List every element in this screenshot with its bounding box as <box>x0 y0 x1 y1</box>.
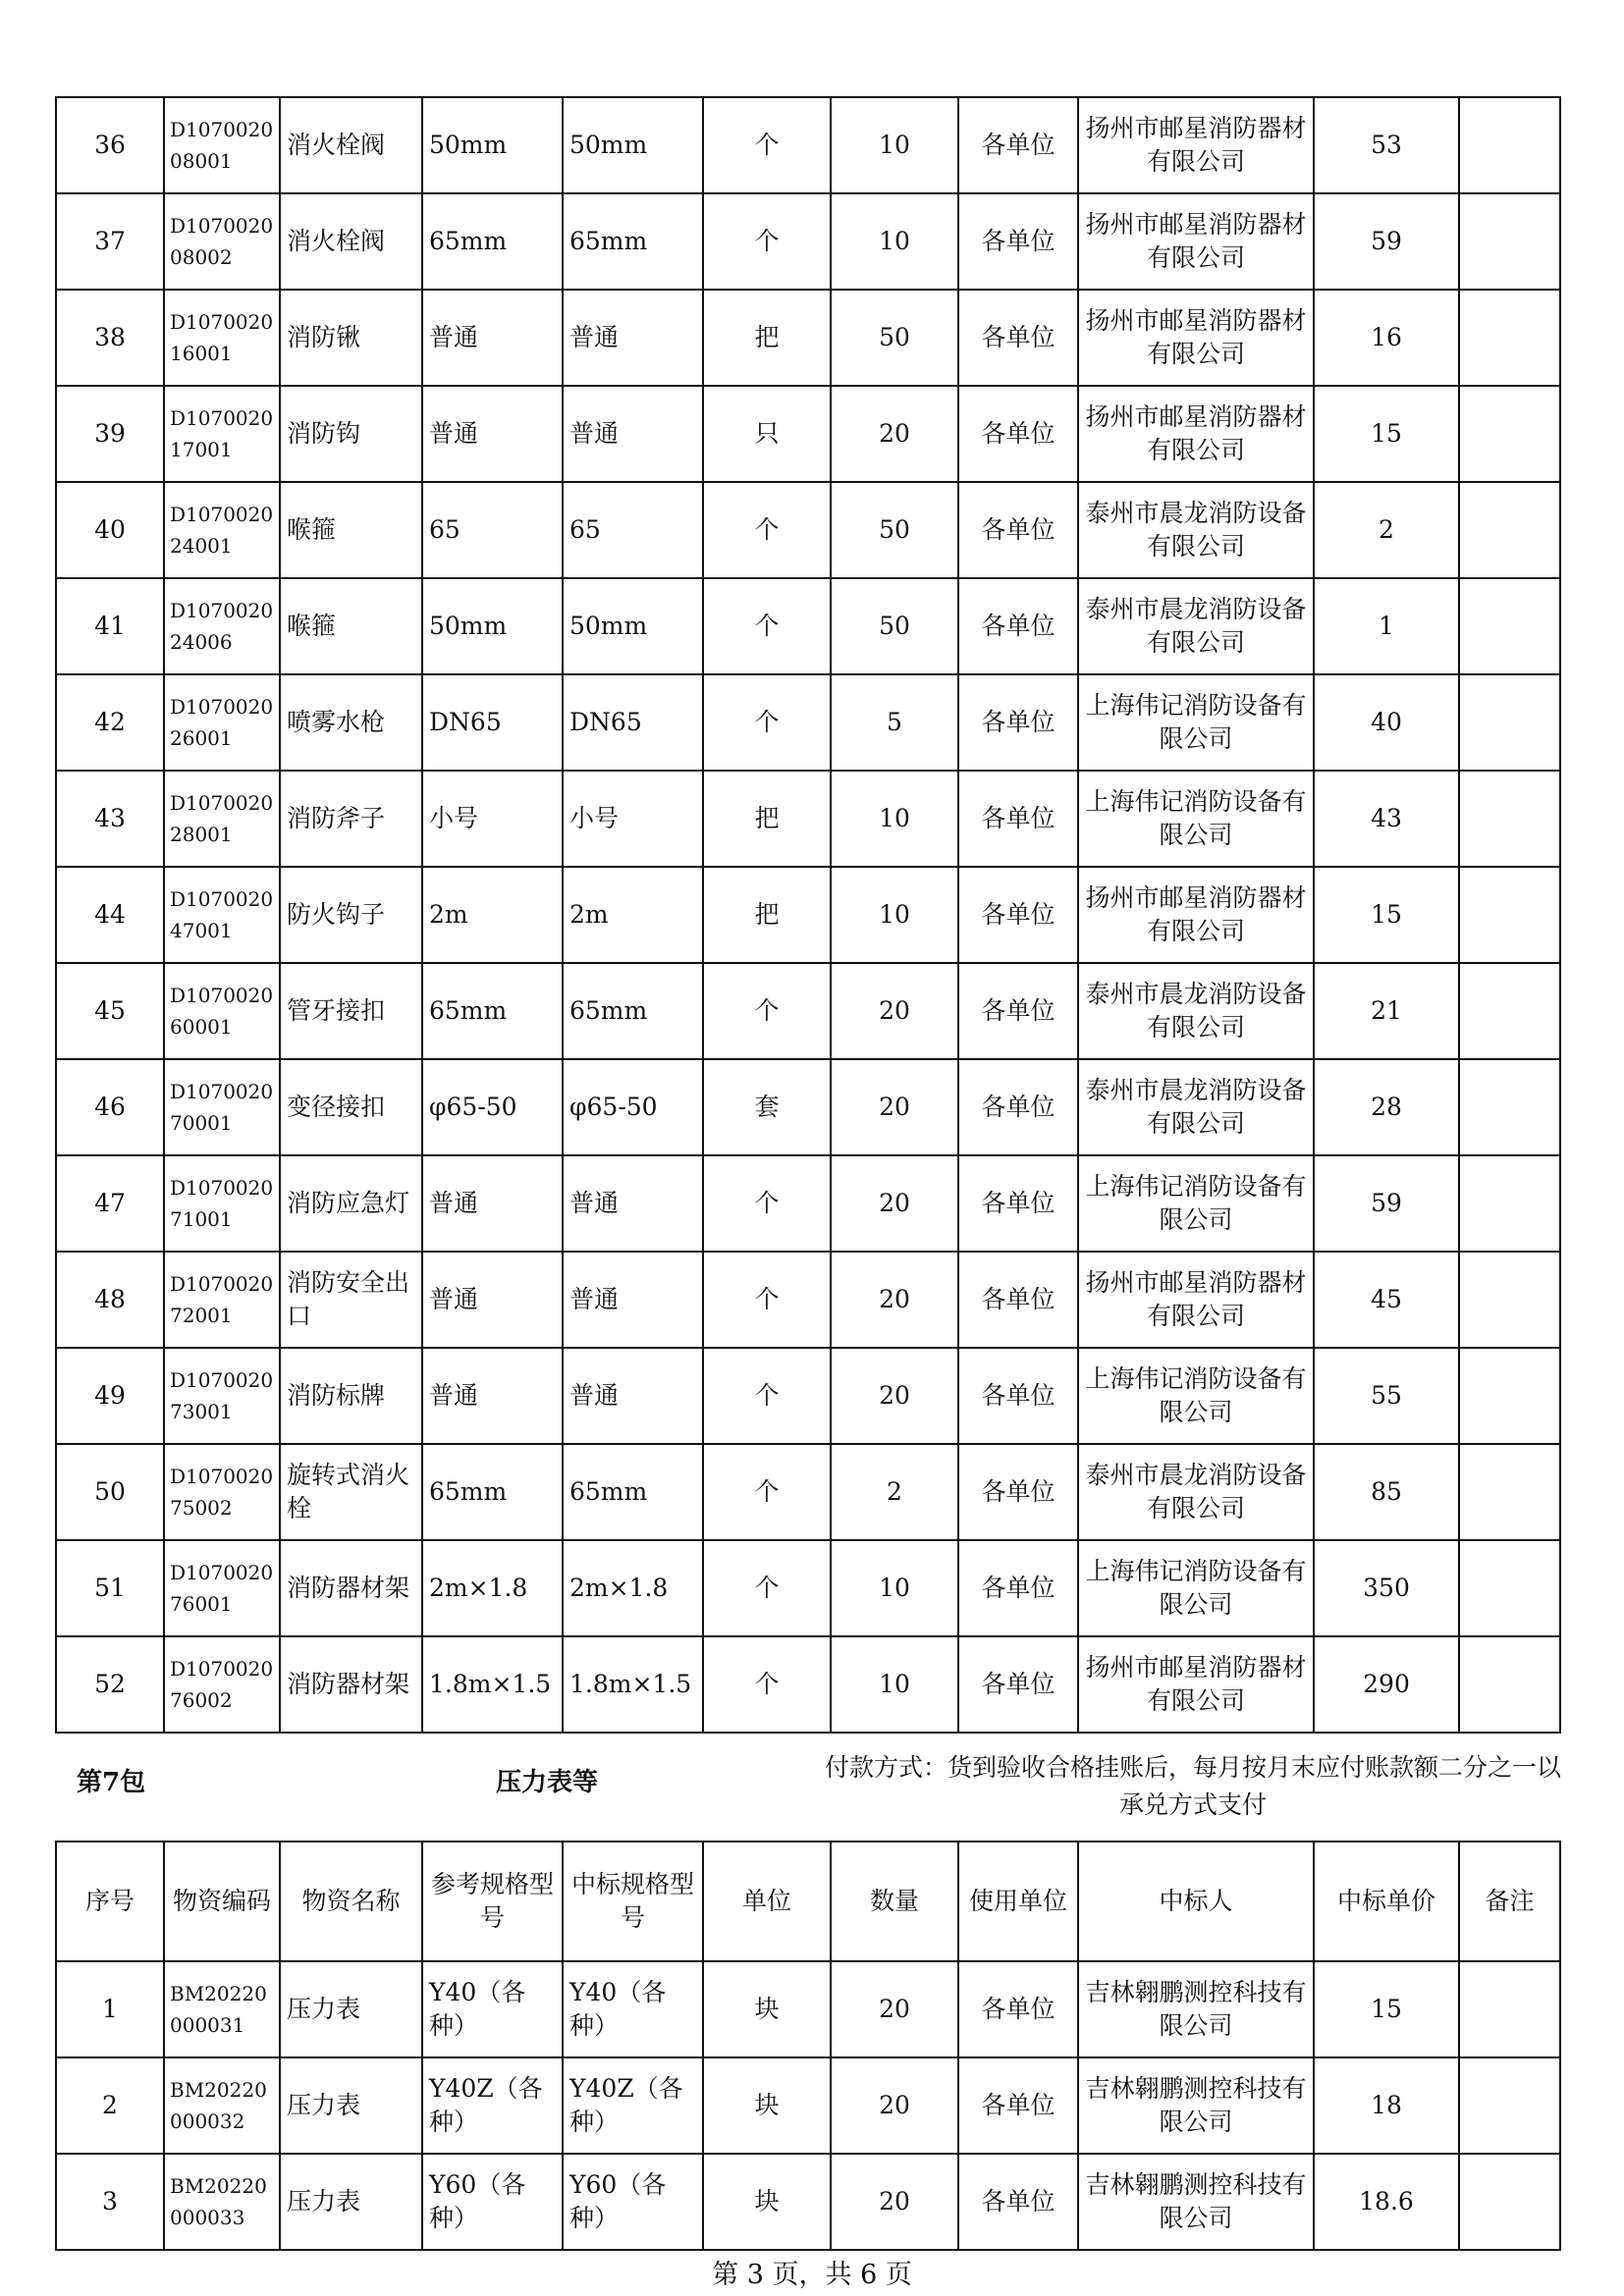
item-table-package-7 <box>55 1841 1561 2251</box>
cell-price: 59 <box>1314 193 1459 290</box>
cell-no: 48 <box>56 1252 164 1348</box>
cell-unit: 个 <box>703 1444 831 1540</box>
cell-name: 消防安全出口 <box>280 1252 422 1348</box>
cell-qty: 10 <box>831 1636 958 1733</box>
cell-name: 喷雾水枪 <box>280 674 422 771</box>
cell-price: 45 <box>1314 1252 1459 1348</box>
header-bid-spec: 中标规格型号 <box>563 1842 703 1961</box>
cell-user: 各单位 <box>958 1252 1078 1348</box>
cell-price: 59 <box>1314 1155 1459 1252</box>
cell-unit: 个 <box>703 97 831 193</box>
header-unit: 单位 <box>703 1842 831 1961</box>
cell-note <box>1459 963 1560 1059</box>
cell-name: 消防器材架 <box>280 1540 422 1636</box>
cell-unit: 块 <box>703 2057 831 2154</box>
cell-note <box>1459 1636 1560 1733</box>
cell-winner: 泰州市晨龙消防设备有限公司 <box>1078 482 1314 578</box>
cell-bid-spec: 普通 <box>563 1155 703 1252</box>
cell-unit: 个 <box>703 1540 831 1636</box>
cell-name: 变径接扣 <box>280 1059 422 1155</box>
cell-qty: 20 <box>831 2154 958 2250</box>
header-note: 备注 <box>1459 1842 1560 1961</box>
cell-no: 39 <box>56 386 164 482</box>
table-row <box>56 1155 1560 1252</box>
table-row <box>56 578 1560 674</box>
table-row <box>56 674 1560 771</box>
cell-user: 各单位 <box>958 2057 1078 2154</box>
cell-winner: 泰州市晨龙消防设备有限公司 <box>1078 578 1314 674</box>
cell-name: 防火钩子 <box>280 867 422 963</box>
cell-qty: 20 <box>831 1252 958 1348</box>
cell-code: D107002075002 <box>164 1444 280 1540</box>
cell-ref-spec: 65mm <box>422 193 563 290</box>
cell-price: 85 <box>1314 1444 1459 1540</box>
cell-name: 喉箍 <box>280 482 422 578</box>
cell-user: 各单位 <box>958 1348 1078 1444</box>
cell-note <box>1459 578 1560 674</box>
cell-code: D107002076001 <box>164 1540 280 1636</box>
header-ref-spec: 参考规格型号 <box>422 1842 563 1961</box>
cell-code: D107002024001 <box>164 482 280 578</box>
cell-name: 消防斧子 <box>280 771 422 867</box>
cell-unit: 把 <box>703 290 831 386</box>
cell-unit: 个 <box>703 193 831 290</box>
table-row <box>56 1636 1560 1733</box>
cell-user: 各单位 <box>958 771 1078 867</box>
cell-code: D107002076002 <box>164 1636 280 1733</box>
cell-price: 40 <box>1314 674 1459 771</box>
cell-note <box>1459 2057 1560 2154</box>
cell-winner: 泰州市晨龙消防设备有限公司 <box>1078 1444 1314 1540</box>
cell-name: 消防锹 <box>280 290 422 386</box>
cell-no: 46 <box>56 1059 164 1155</box>
cell-no: 43 <box>56 771 164 867</box>
cell-note <box>1459 386 1560 482</box>
package-number: 第7包 <box>77 1768 146 1797</box>
cell-unit: 个 <box>703 578 831 674</box>
cell-no: 44 <box>56 867 164 963</box>
table-row <box>56 1348 1560 1444</box>
cell-ref-spec: 2m <box>422 867 563 963</box>
cell-bid-spec: 2m <box>563 867 703 963</box>
cell-code: D107002028001 <box>164 771 280 867</box>
cell-code: D107002071001 <box>164 1155 280 1252</box>
cell-user: 各单位 <box>958 1961 1078 2057</box>
cell-bid-spec: 65 <box>563 482 703 578</box>
cell-winner: 泰州市晨龙消防设备有限公司 <box>1078 963 1314 1059</box>
cell-price: 18.6 <box>1314 2154 1459 2250</box>
cell-name: 管牙接扣 <box>280 963 422 1059</box>
cell-winner: 吉林翱鹏测控科技有限公司 <box>1078 1961 1314 2057</box>
cell-winner: 扬州市邮星消防器材有限公司 <box>1078 1636 1314 1733</box>
cell-bid-spec: 普通 <box>563 386 703 482</box>
cell-unit: 把 <box>703 867 831 963</box>
cell-no: 36 <box>56 97 164 193</box>
cell-winner: 扬州市邮星消防器材有限公司 <box>1078 1252 1314 1348</box>
cell-ref-spec: 2m×1.8 <box>422 1540 563 1636</box>
cell-ref-spec: Y40（各种） <box>422 1961 563 2057</box>
cell-user: 各单位 <box>958 963 1078 1059</box>
cell-winner: 吉林翱鹏测控科技有限公司 <box>1078 2057 1314 2154</box>
cell-bid-spec: 1.8m×1.5 <box>563 1636 703 1733</box>
cell-winner: 吉林翱鹏测控科技有限公司 <box>1078 2154 1314 2250</box>
cell-price: 15 <box>1314 1961 1459 2057</box>
cell-qty: 10 <box>831 97 958 193</box>
cell-qty: 20 <box>831 1155 958 1252</box>
table-row <box>56 867 1560 963</box>
cell-bid-spec: Y40（各种） <box>563 1961 703 2057</box>
cell-qty: 20 <box>831 2057 958 2154</box>
cell-note <box>1459 97 1560 193</box>
page-footer: 第 3 页，共 6 页 <box>712 2260 912 2290</box>
payment-terms: 付款方式：货到验收合格挂账后，每月按月末应付账款额二分之一以承兑方式支付 <box>824 1753 1561 1819</box>
cell-no: 37 <box>56 193 164 290</box>
cell-no: 51 <box>56 1540 164 1636</box>
package-name: 压力表等 <box>496 1768 599 1797</box>
cell-code: D107002017001 <box>164 386 280 482</box>
cell-ref-spec: 普通 <box>422 290 563 386</box>
cell-name: 旋转式消火栓 <box>280 1444 422 1540</box>
cell-qty: 2 <box>831 1444 958 1540</box>
table-row <box>56 482 1560 578</box>
cell-bid-spec: 小号 <box>563 771 703 867</box>
cell-qty: 10 <box>831 1540 958 1636</box>
cell-note <box>1459 290 1560 386</box>
cell-name: 消防器材架 <box>280 1636 422 1733</box>
cell-no: 42 <box>56 674 164 771</box>
table-row <box>56 1252 1560 1348</box>
cell-winner: 扬州市邮星消防器材有限公司 <box>1078 290 1314 386</box>
cell-note <box>1459 1155 1560 1252</box>
cell-price: 15 <box>1314 867 1459 963</box>
table-row <box>56 771 1560 867</box>
cell-bid-spec: 普通 <box>563 1252 703 1348</box>
cell-price: 53 <box>1314 97 1459 193</box>
cell-note <box>1459 2154 1560 2250</box>
cell-ref-spec: 65mm <box>422 1444 563 1540</box>
cell-qty: 20 <box>831 1348 958 1444</box>
cell-user: 各单位 <box>958 1059 1078 1155</box>
cell-name: 喉箍 <box>280 578 422 674</box>
cell-ref-spec: 普通 <box>422 1348 563 1444</box>
cell-bid-spec: 普通 <box>563 1348 703 1444</box>
cell-code: D107002047001 <box>164 867 280 963</box>
table-row <box>56 2154 1560 2250</box>
cell-ref-spec: 普通 <box>422 1252 563 1348</box>
cell-qty: 20 <box>831 386 958 482</box>
cell-code: D107002026001 <box>164 674 280 771</box>
cell-name: 压力表 <box>280 2057 422 2154</box>
cell-user: 各单位 <box>958 482 1078 578</box>
cell-no: 50 <box>56 1444 164 1540</box>
cell-no: 1 <box>56 1961 164 2057</box>
cell-no: 45 <box>56 963 164 1059</box>
cell-user: 各单位 <box>958 867 1078 963</box>
cell-unit: 个 <box>703 963 831 1059</box>
cell-unit: 个 <box>703 1348 831 1444</box>
cell-code: D107002073001 <box>164 1348 280 1444</box>
cell-user: 各单位 <box>958 193 1078 290</box>
header-qty: 数量 <box>831 1842 958 1961</box>
cell-qty: 20 <box>831 1961 958 2057</box>
cell-unit: 块 <box>703 1961 831 2057</box>
cell-unit: 个 <box>703 1252 831 1348</box>
cell-code: BM20220000033 <box>164 2154 280 2250</box>
table-row <box>56 97 1560 193</box>
cell-bid-spec: φ65-50 <box>563 1059 703 1155</box>
header-user: 使用单位 <box>958 1842 1078 1961</box>
cell-ref-spec: 普通 <box>422 386 563 482</box>
cell-bid-spec: 65mm <box>563 193 703 290</box>
cell-user: 各单位 <box>958 97 1078 193</box>
cell-bid-spec: Y60（各种） <box>563 2154 703 2250</box>
cell-bid-spec: 65mm <box>563 963 703 1059</box>
table-row <box>56 386 1560 482</box>
cell-user: 各单位 <box>958 290 1078 386</box>
cell-note <box>1459 482 1560 578</box>
cell-price: 55 <box>1314 1348 1459 1444</box>
cell-note <box>1459 867 1560 963</box>
cell-unit: 套 <box>703 1059 831 1155</box>
table-row <box>56 963 1560 1059</box>
cell-ref-spec: DN65 <box>422 674 563 771</box>
cell-winner: 扬州市邮星消防器材有限公司 <box>1078 386 1314 482</box>
cell-price: 43 <box>1314 771 1459 867</box>
item-table-package-6 <box>55 96 1561 1734</box>
cell-winner: 上海伟记消防设备有限公司 <box>1078 1348 1314 1444</box>
cell-qty: 20 <box>831 1059 958 1155</box>
cell-ref-spec: Y40Z（各种） <box>422 2057 563 2154</box>
cell-note <box>1459 1252 1560 1348</box>
cell-winner: 上海伟记消防设备有限公司 <box>1078 674 1314 771</box>
cell-ref-spec: φ65-50 <box>422 1059 563 1155</box>
cell-qty: 10 <box>831 867 958 963</box>
cell-price: 28 <box>1314 1059 1459 1155</box>
cell-price: 2 <box>1314 482 1459 578</box>
cell-price: 16 <box>1314 290 1459 386</box>
cell-name: 消火栓阀 <box>280 193 422 290</box>
cell-ref-spec: 65 <box>422 482 563 578</box>
cell-code: D107002008001 <box>164 97 280 193</box>
header-price: 中标单价 <box>1314 1842 1459 1961</box>
cell-name: 消火栓阀 <box>280 97 422 193</box>
cell-winner: 上海伟记消防设备有限公司 <box>1078 1155 1314 1252</box>
table-row <box>56 2057 1560 2154</box>
cell-note <box>1459 193 1560 290</box>
cell-qty: 10 <box>831 771 958 867</box>
cell-note <box>1459 1540 1560 1636</box>
cell-qty: 10 <box>831 193 958 290</box>
cell-winner: 上海伟记消防设备有限公司 <box>1078 1540 1314 1636</box>
cell-name: 消防钩 <box>280 386 422 482</box>
cell-user: 各单位 <box>958 674 1078 771</box>
cell-code: BM20220000032 <box>164 2057 280 2154</box>
cell-bid-spec: 50mm <box>563 578 703 674</box>
cell-no: 41 <box>56 578 164 674</box>
cell-price: 1 <box>1314 578 1459 674</box>
cell-code: D107002016001 <box>164 290 280 386</box>
cell-note <box>1459 1961 1560 2057</box>
cell-unit: 块 <box>703 2154 831 2250</box>
header-winner: 中标人 <box>1078 1842 1314 1961</box>
cell-code: BM20220000031 <box>164 1961 280 2057</box>
cell-note <box>1459 1444 1560 1540</box>
cell-qty: 50 <box>831 290 958 386</box>
cell-user: 各单位 <box>958 578 1078 674</box>
table-header-row <box>56 1842 1560 1961</box>
cell-unit: 个 <box>703 1636 831 1733</box>
cell-qty: 20 <box>831 963 958 1059</box>
cell-user: 各单位 <box>958 386 1078 482</box>
table-row <box>56 193 1560 290</box>
cell-unit: 个 <box>703 1155 831 1252</box>
cell-unit: 把 <box>703 771 831 867</box>
cell-code: D107002008002 <box>164 193 280 290</box>
cell-code: D107002070001 <box>164 1059 280 1155</box>
cell-price: 350 <box>1314 1540 1459 1636</box>
cell-no: 40 <box>56 482 164 578</box>
cell-qty: 5 <box>831 674 958 771</box>
cell-winner: 扬州市邮星消防器材有限公司 <box>1078 193 1314 290</box>
cell-bid-spec: 2m×1.8 <box>563 1540 703 1636</box>
cell-ref-spec: 普通 <box>422 1155 563 1252</box>
cell-no: 2 <box>56 2057 164 2154</box>
cell-name: 消防标牌 <box>280 1348 422 1444</box>
cell-code: D107002060001 <box>164 963 280 1059</box>
cell-bid-spec: Y40Z（各种） <box>563 2057 703 2154</box>
cell-unit: 只 <box>703 386 831 482</box>
cell-bid-spec: 65mm <box>563 1444 703 1540</box>
cell-note <box>1459 771 1560 867</box>
header-code: 物资编码 <box>164 1842 280 1961</box>
table-row <box>56 1540 1560 1636</box>
cell-bid-spec: 50mm <box>563 97 703 193</box>
cell-name: 消防应急灯 <box>280 1155 422 1252</box>
cell-qty: 50 <box>831 578 958 674</box>
cell-note <box>1459 1348 1560 1444</box>
cell-user: 各单位 <box>958 1444 1078 1540</box>
cell-winner: 扬州市邮星消防器材有限公司 <box>1078 97 1314 193</box>
cell-code: D107002024006 <box>164 578 280 674</box>
cell-ref-spec: 小号 <box>422 771 563 867</box>
cell-ref-spec: 50mm <box>422 97 563 193</box>
table-row <box>56 1444 1560 1540</box>
cell-no: 52 <box>56 1636 164 1733</box>
cell-price: 18 <box>1314 2057 1459 2154</box>
cell-name: 压力表 <box>280 1961 422 2057</box>
header-no: 序号 <box>56 1842 164 1961</box>
cell-winner: 上海伟记消防设备有限公司 <box>1078 771 1314 867</box>
cell-bid-spec: DN65 <box>563 674 703 771</box>
cell-winner: 泰州市晨龙消防设备有限公司 <box>1078 1059 1314 1155</box>
cell-user: 各单位 <box>958 1155 1078 1252</box>
table-row <box>56 1059 1560 1155</box>
cell-ref-spec: 50mm <box>422 578 563 674</box>
cell-user: 各单位 <box>958 2154 1078 2250</box>
table-row <box>56 290 1560 386</box>
cell-code: D107002072001 <box>164 1252 280 1348</box>
cell-user: 各单位 <box>958 1540 1078 1636</box>
cell-no: 38 <box>56 290 164 386</box>
cell-no: 3 <box>56 2154 164 2250</box>
cell-qty: 50 <box>831 482 958 578</box>
cell-unit: 个 <box>703 674 831 771</box>
cell-no: 49 <box>56 1348 164 1444</box>
cell-price: 290 <box>1314 1636 1459 1733</box>
cell-ref-spec: Y60（各种） <box>422 2154 563 2250</box>
cell-name: 压力表 <box>280 2154 422 2250</box>
cell-unit: 个 <box>703 482 831 578</box>
cell-no: 47 <box>56 1155 164 1252</box>
cell-winner: 扬州市邮星消防器材有限公司 <box>1078 867 1314 963</box>
cell-price: 21 <box>1314 963 1459 1059</box>
cell-price: 15 <box>1314 386 1459 482</box>
table-row <box>56 1961 1560 2057</box>
cell-note <box>1459 1059 1560 1155</box>
header-name: 物资名称 <box>280 1842 422 1961</box>
cell-ref-spec: 1.8m×1.5 <box>422 1636 563 1733</box>
cell-note <box>1459 674 1560 771</box>
cell-user: 各单位 <box>958 1636 1078 1733</box>
cell-bid-spec: 普通 <box>563 290 703 386</box>
cell-ref-spec: 65mm <box>422 963 563 1059</box>
